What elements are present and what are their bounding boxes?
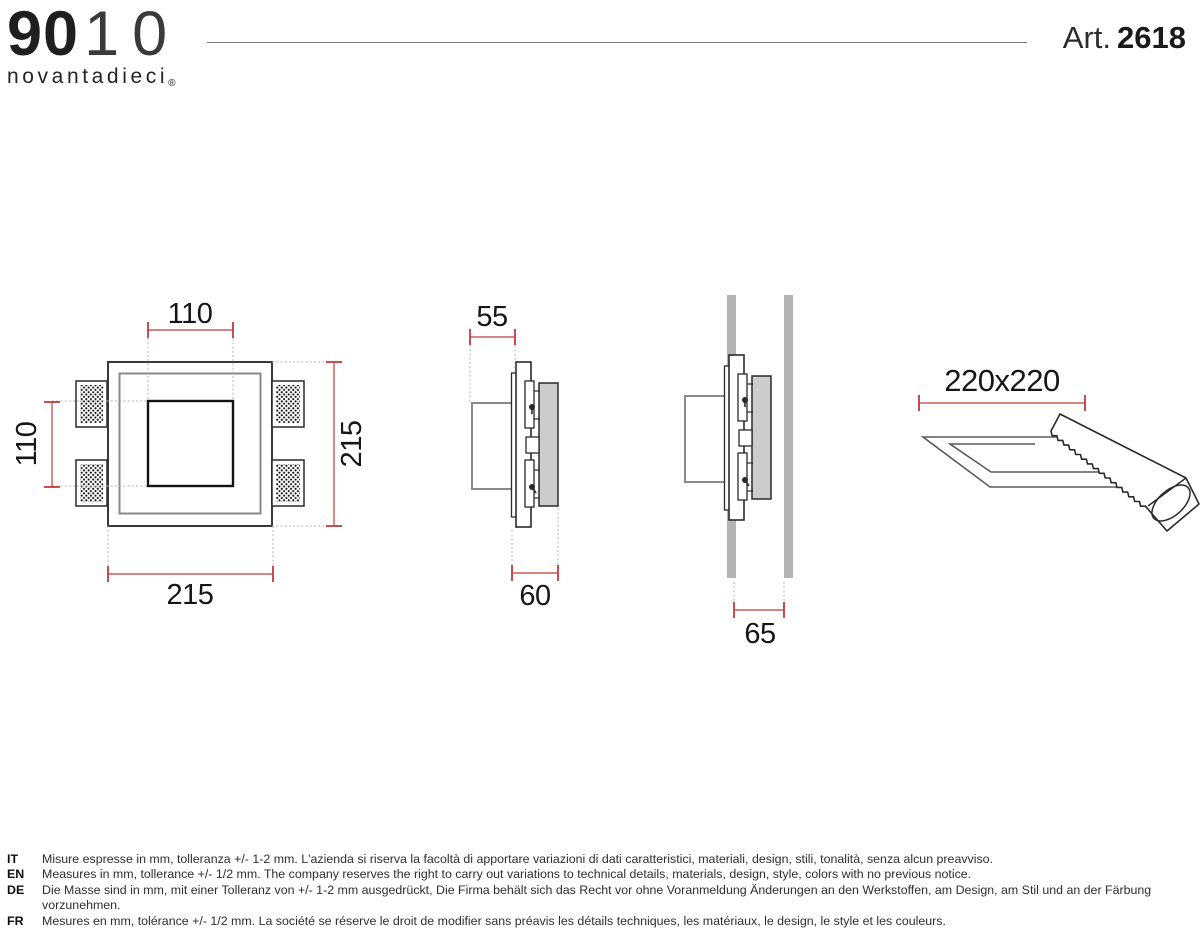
dim-front-bottom: 215	[166, 579, 214, 611]
note-text-en: Measures in mm, tollerance +/- 1/2 mm. The company reserves the right to carry out variations to technical details, materials, design, style, colors with no previous notice.	[42, 867, 972, 882]
dim-cutout-size: 220x220	[944, 363, 1060, 398]
lang-code-de: DE	[7, 882, 25, 897]
dimension-lines-wall	[734, 602, 784, 618]
dim-front-right: 215	[336, 420, 368, 468]
article-number: 2618	[1117, 20, 1186, 55]
logo-numerals-light: 10	[84, 0, 181, 69]
note-row-it	[7, 852, 1199, 867]
dim-wall-depth: 65	[744, 618, 776, 650]
logo-numerals-bold: 90	[7, 0, 80, 69]
note-row-de	[7, 883, 1199, 914]
dim-side-depth-front: 55	[476, 301, 508, 333]
note-text-it: Misure espresse in mm, tolleranza +/- 1-2 mm. L'azienda si riserva la facoltà di apportare variazioni di dati caratteristici, materiali, design, stili, tonalità, senza alcun preavviso.	[42, 852, 994, 866]
note-row-fr	[7, 914, 1199, 929]
plasterboard-back	[784, 295, 793, 578]
dim-front-top: 110	[167, 298, 213, 330]
registered-trademark-icon: ®	[168, 78, 176, 90]
note-text-de: Die Masse sind in mm, mit einer Tolleranz von +/- 1-2 mm ausgedrückt, Die Firma behält sich das Recht vor ohne Voranmeldung Änderungen an den Werkstoffen, am Design, am Stil und an der Färbung vorzunehmen.	[42, 882, 1152, 913]
wall-section-drawing	[685, 295, 793, 650]
article-prefix: Art.	[1062, 20, 1112, 55]
tolerance-notes	[7, 852, 1199, 929]
dim-front-left: 110	[11, 421, 43, 467]
front-view-drawing	[11, 298, 368, 611]
note-text-fr: Mesures en mm, tolérance +/- 1/2 mm. La société se réserve le droit de modifier sans préavis les détails techniques, les matériaux, le design, le style et les couleurs.	[42, 913, 946, 928]
dim-side-depth-back: 60	[519, 580, 551, 612]
side-view-drawing	[470, 301, 558, 612]
cutout-drawing	[919, 363, 1199, 531]
lang-code-fr: FR	[7, 913, 24, 928]
lang-code-it: IT	[7, 852, 19, 866]
note-row-en	[7, 867, 1199, 882]
extension-lines-wall	[734, 582, 784, 606]
lang-code-en: EN	[7, 867, 25, 882]
light-aperture	[148, 401, 233, 486]
logo-subtitle: novantadieci®	[7, 65, 176, 90]
